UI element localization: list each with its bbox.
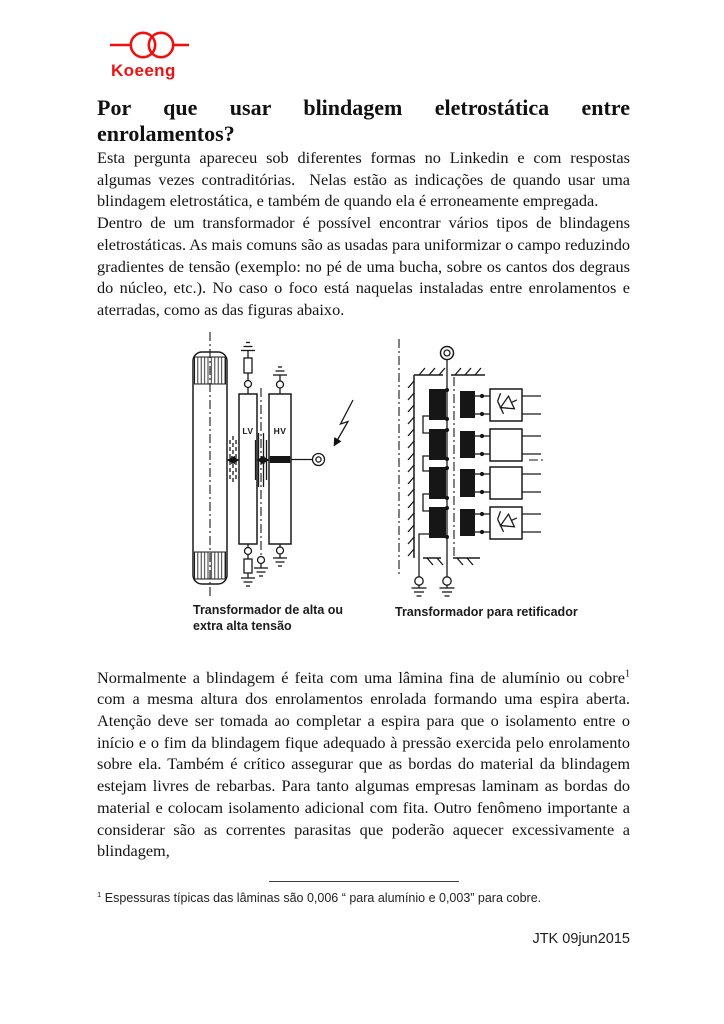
thyristor-icon — [495, 388, 520, 414]
rectifier-units — [475, 388, 543, 539]
core-leg — [193, 332, 227, 597]
figure-caption-right: Transformador para retificador — [395, 604, 578, 619]
thyristor-icon — [495, 506, 520, 532]
paragraph-intro: Esta pergunta apareceu sob diferentes formas no Linkedin e com respostas algumas vezes contraditórias. Nelas estão as indicações de quando usar uma blindagem eletrostática, e também de quando ela é erroneamente empregada. — [97, 148, 630, 211]
hv-shield-band — [270, 456, 290, 463]
paragraph-shield-construction — [97, 667, 630, 862]
p3-text-end: com a mesma altura dos enrolamentos enrolada formando uma espira aberta. Atenção deve ser tomada ao completar a espira para que o isolamento entre o início e o fim da blindagem fique adequado à pressão exercida pelo enrolamento sobre ela. Também é crítico assegurar que as bordas do material da blindagem estejam livres de rebarbas. Para tanto algumas empresas laminam as bordas do material e colocam isolamento adicional com fita. Outro fenômeno importante a considerar são as correntes parasitas que poderão aquecer excessivamente a blindagem, — [97, 689, 630, 861]
ground-icon — [273, 367, 287, 375]
hv-label: HV — [273, 425, 287, 436]
secondary-windings — [460, 391, 475, 536]
resistor-icon — [244, 358, 252, 373]
footnote-marker: 1 — [97, 889, 102, 899]
bushing-terminal-icon — [441, 346, 454, 359]
lv-winding — [239, 342, 257, 586]
hv-winding — [269, 367, 291, 566]
ground-icon — [412, 576, 427, 595]
primary-windings — [419, 388, 449, 577]
transformer-logo-icon — [109, 30, 205, 60]
ground-icon — [440, 576, 455, 595]
ground-icon — [254, 568, 268, 576]
figure-caption-left: Transformador de alta ou extra alta tensão — [193, 602, 344, 633]
footnote-text: Espessuras típicas das lâminas são 0,006 “ para alumínio e 0,003” para cobre. — [101, 890, 542, 905]
brand-name: Koeeng — [111, 61, 176, 80]
ground-icon — [241, 578, 255, 586]
ground-icon — [273, 558, 287, 566]
ground-icon — [241, 342, 255, 350]
company-logo — [109, 0, 229, 80]
lv-label: LV — [242, 425, 254, 436]
bushing-terminal-icon — [291, 453, 325, 465]
lightning-arrow-icon — [335, 400, 354, 445]
p3-text-start: Normalmente a blindagem é feita com uma lâmina fina de alumínio ou cobre — [97, 667, 625, 687]
rectifier-transformer-diagram — [393, 337, 543, 599]
document-footer: JTK 09jun2015 — [532, 930, 630, 947]
figures-block — [97, 332, 630, 667]
footnote-reference: 1 — [624, 668, 630, 680]
footnote — [97, 890, 630, 906]
interwinding-shield — [254, 388, 268, 576]
footnote-separator — [269, 881, 459, 882]
paragraph-shield-types: Dentro de um transformador é possível encontrar vários tipos de blindagens eletrostáticas. As mais comuns são as usadas para uniformizar o campo reduzindo gradientes de tensão (exemplo: no pé de uma bucha, sobre os cantos dos degraus do núcleo, etc.). No caso o foco está naquelas instaladas entre enrolamentos e aterradas, como as das figuras abaixo. — [97, 213, 630, 319]
page-title: Por que usar blindagem eletrostática entre enrolamentos? — [97, 95, 630, 146]
hv-transformer-diagram — [183, 332, 368, 597]
resistor-icon — [244, 559, 252, 573]
core-lv-gap — [228, 436, 238, 484]
